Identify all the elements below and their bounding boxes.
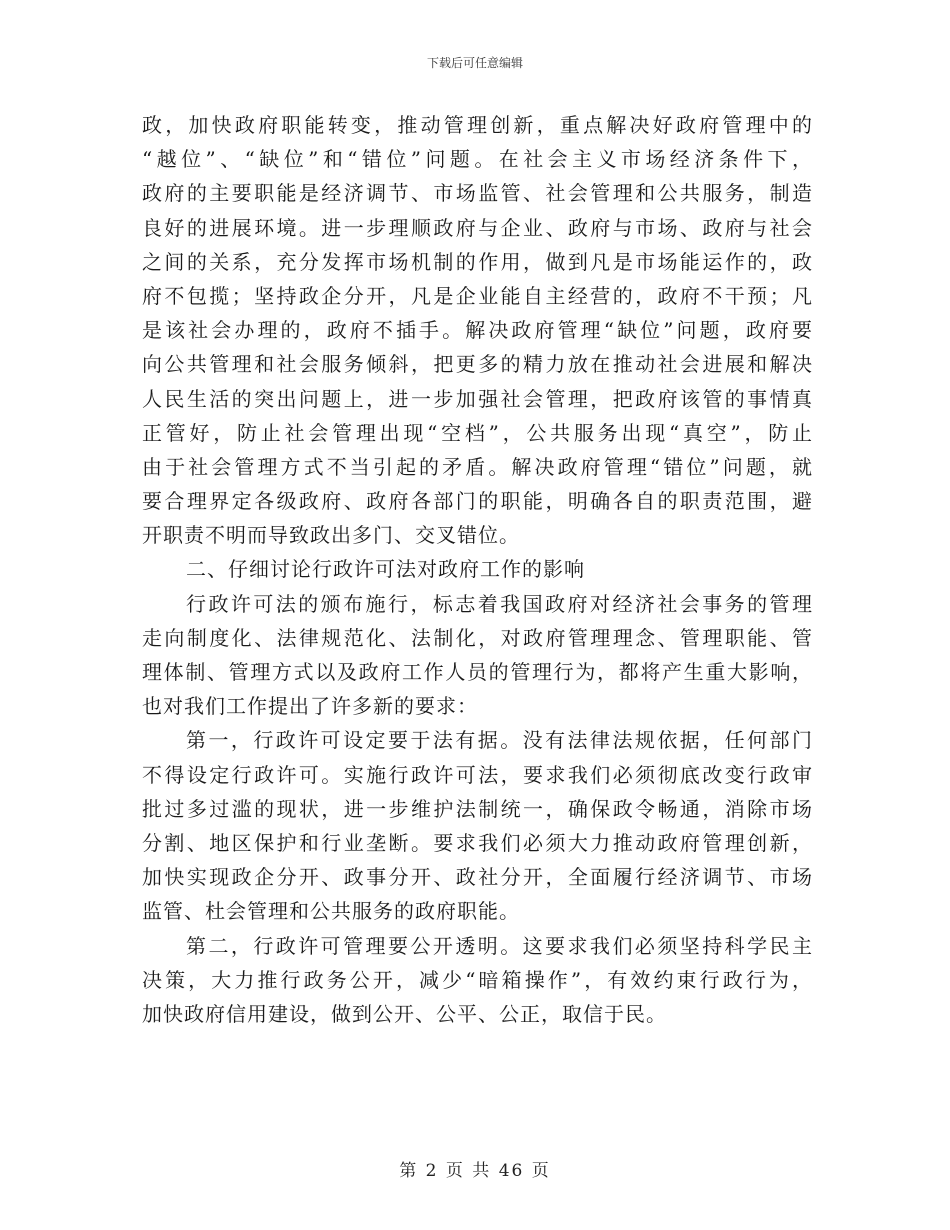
text-line: 政府的主要职能是经济调节、市场监管、社会管理和公共服务，制造 [142, 181, 812, 206]
text-line: 政，加快政府职能转变，推动管理创新，重点解决好政府管理中的 [142, 113, 812, 137]
text-line: 决策，大力推行政务公开，减少“暗箱操作”，有效约束行政行为， [142, 967, 812, 992]
text-line: 走向制度化、法律规范化、法制化，对政府管理理念、管理职能、管 [142, 625, 812, 650]
text-line: 加快政府信用建设，做到公开、公平、公正，取信于民。 [142, 1001, 667, 1026]
text-line: 之间的关系，充分发挥市场机制的作用，做到凡是市场能运作的，政 [142, 249, 812, 274]
text-line: 行政许可法的颁布施行，标志着我国政府对经济社会事务的管理 [186, 591, 812, 616]
text-line: 批过多过滥的现状，进一步维护法制统一，确保政令畅通，消除市场 [142, 796, 812, 821]
text-line: 由于社会管理方式不当引起的矛盾。解决政府管理“错位”问题，就 [142, 454, 812, 479]
text-line: 人民生活的突出问题上，进一步加强社会管理，把政府该管的事情真 [142, 386, 812, 411]
text-line: 也对我们工作提出了许多新的要求： [142, 694, 478, 719]
text-line: 加快实现政企分开、政事分开、政社分开，全面履行经济调节、市场 [142, 865, 812, 890]
text-line: 监管、杜会管理和公共服务的政府职能。 [142, 899, 520, 924]
text-line: 开职责不明而导致政出多门、交叉错位。 [142, 523, 520, 548]
text-line: “越位”、“缺位”和“错位”问题。在社会主义市场经济条件下， [142, 147, 812, 172]
page-number: 第 2 页 共 46 页 [399, 1161, 551, 1181]
text-line: 理体制、管理方式以及政府工作人员的管理行为，都将产生重大影响， [142, 660, 812, 684]
text-line: 要合理界定各级政府、政府各部门的职能，明确各自的职责范围，避 [142, 489, 812, 514]
text-line: 向公共管理和社会服务倾斜，把更多的精力放在推动社会进展和解决 [142, 352, 812, 377]
document-body [142, 108, 812, 1031]
text-line: 不得设定行政许可。实施行政许可法，要求我们必须彻底改变行政审 [142, 762, 812, 787]
text-line: 是该社会办理的，政府不插手。解决政府管理“缺位”问题，政府要 [142, 318, 812, 343]
text-line: 第一，行政许可设定要于法有据。没有法律法规依据，任何部门 [186, 728, 812, 753]
text-line: 良好的进展环境。进一步理顺政府与企业、政府与市场、政府与社会 [142, 215, 812, 240]
text-line: 二、仔细讨论行政许可法对政府工作的影响 [186, 557, 585, 582]
text-line: 正管好，防止社会管理出现“空档”，公共服务出现“真空”，防止 [142, 420, 812, 445]
text-line: 分割、地区保护和行业垄断。要求我们必须大力推动政府管理创新， [142, 830, 812, 855]
text-line: 府不包揽；坚持政企分开，凡是企业能自主经营的，政府不干预；凡 [142, 283, 812, 308]
header-note: 下载后可任意编辑 [426, 56, 523, 70]
text-line: 第二，行政许可管理要公开透明。这要求我们必须坚持科学民主 [186, 933, 812, 958]
